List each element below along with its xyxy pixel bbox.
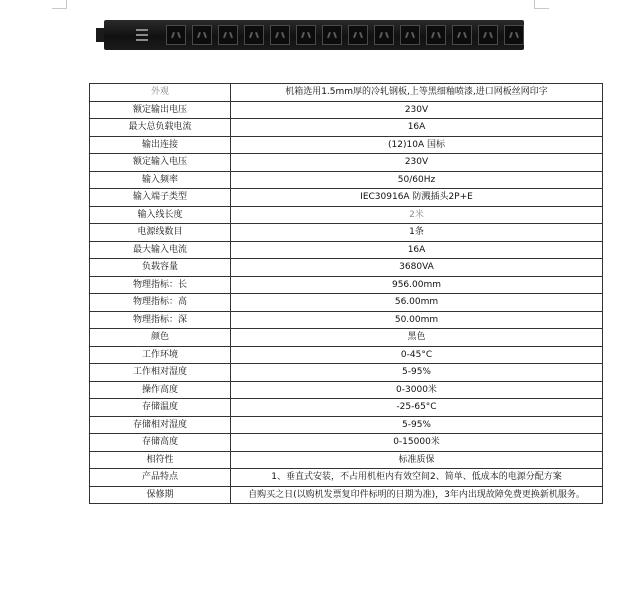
- spec-row: [90, 101, 603, 119]
- spec-label: 相符性: [90, 451, 231, 469]
- spec-label: 负载容量: [90, 259, 231, 277]
- spec-value: 16A: [231, 119, 603, 137]
- spec-label: 输出连接: [90, 136, 231, 154]
- spec-row: [90, 136, 603, 154]
- spec-row: [90, 399, 603, 417]
- spec-table: [89, 83, 603, 504]
- spec-value: 0-3000米: [231, 381, 603, 399]
- spec-row: [90, 206, 603, 224]
- pdu-product-image: [96, 20, 526, 50]
- spec-row: [90, 381, 603, 399]
- socket-icon: [296, 25, 316, 45]
- spec-value: 5-95%: [231, 416, 603, 434]
- spec-row: [90, 224, 603, 242]
- spec-label: 存储相对湿度: [90, 416, 231, 434]
- socket-icon: [244, 25, 264, 45]
- socket-icon: [192, 25, 212, 45]
- spec-value: 230V: [231, 154, 603, 172]
- socket-icon: [322, 25, 342, 45]
- spec-value: 3680VA: [231, 259, 603, 277]
- spec-label: 最大输入电流: [90, 241, 231, 259]
- spec-label: 外观: [90, 84, 231, 102]
- spec-row: [90, 434, 603, 452]
- spec-label: 工作环境: [90, 346, 231, 364]
- spec-label: 物理指标：高: [90, 294, 231, 312]
- spec-label: 输入端子类型: [90, 189, 231, 207]
- spec-label: 保修期: [90, 486, 231, 504]
- spec-label: 产品特点: [90, 469, 231, 487]
- crop-mark-left: [52, 0, 67, 9]
- spec-row: [90, 259, 603, 277]
- spec-label: 操作高度: [90, 381, 231, 399]
- spec-value: 16A: [231, 241, 603, 259]
- spec-value: (12)10A 国标: [231, 136, 603, 154]
- spec-label: 额定输出电压: [90, 101, 231, 119]
- spec-row: [90, 241, 603, 259]
- spec-row: [90, 451, 603, 469]
- spec-value: 230V: [231, 101, 603, 119]
- socket-icon: [426, 25, 446, 45]
- socket-icon: [452, 25, 472, 45]
- socket-icon: [270, 25, 290, 45]
- spec-value: 2米: [231, 206, 603, 224]
- socket-icon: [478, 25, 498, 45]
- socket-icon: [348, 25, 368, 45]
- spec-row: [90, 364, 603, 382]
- spec-label: 物理指标：长: [90, 276, 231, 294]
- spec-row: [90, 276, 603, 294]
- pdu-power-strip-icon: [104, 20, 524, 50]
- socket-icon: [374, 25, 394, 45]
- spec-row: [90, 84, 603, 102]
- spec-row: [90, 329, 603, 347]
- spec-value: 56.00mm: [231, 294, 603, 312]
- spec-label: 颜色: [90, 329, 231, 347]
- spec-label: 物理指标：深: [90, 311, 231, 329]
- spec-row: [90, 416, 603, 434]
- spec-label: 工作相对湿度: [90, 364, 231, 382]
- spec-value: 0-15000米: [231, 434, 603, 452]
- spec-value: 956.00mm: [231, 276, 603, 294]
- spec-value: 5-95%: [231, 364, 603, 382]
- spec-row: [90, 346, 603, 364]
- spec-value: -25-65°C: [231, 399, 603, 417]
- spec-row: [90, 171, 603, 189]
- spec-row: [90, 486, 603, 504]
- spec-label: 输入频率: [90, 171, 231, 189]
- spec-label: 存储温度: [90, 399, 231, 417]
- spec-row: [90, 119, 603, 137]
- spec-value: 自购买之日(以购机发票复印件标明的日期为准)，3年内出现故障免费更换新机服务。: [231, 486, 603, 504]
- socket-icon: [504, 25, 524, 45]
- spec-value: 黑色: [231, 329, 603, 347]
- spec-value: 0-45°C: [231, 346, 603, 364]
- spec-value: 1、垂直式安装，不占用机柜内有效空间2、简单、低成本的电源分配方案: [231, 469, 603, 487]
- spec-row: [90, 189, 603, 207]
- socket-icon: [400, 25, 420, 45]
- spec-label: 额定输入电压: [90, 154, 231, 172]
- crop-mark-right: [534, 0, 549, 9]
- spec-value: 50/60Hz: [231, 171, 603, 189]
- spec-label: 存储高度: [90, 434, 231, 452]
- spec-value: IEC30916A 防溅插头2P+E: [231, 189, 603, 207]
- spec-row: [90, 469, 603, 487]
- socket-icon: [166, 25, 186, 45]
- spec-label: 电源线数目: [90, 224, 231, 242]
- spec-value: 1条: [231, 224, 603, 242]
- spec-value: 机箱选用1.5mm厚的冷轧钢板,上等黑细釉喷漆,进口网板丝网印字: [231, 84, 603, 102]
- socket-icon: [218, 25, 238, 45]
- spec-row: [90, 294, 603, 312]
- spec-value: 标准质保: [231, 451, 603, 469]
- pdu-switch-icon: [134, 26, 150, 44]
- spec-label: 最大总负载电流: [90, 119, 231, 137]
- spec-row: [90, 154, 603, 172]
- spec-row: [90, 311, 603, 329]
- spec-label: 输入线长度: [90, 206, 231, 224]
- spec-value: 50.00mm: [231, 311, 603, 329]
